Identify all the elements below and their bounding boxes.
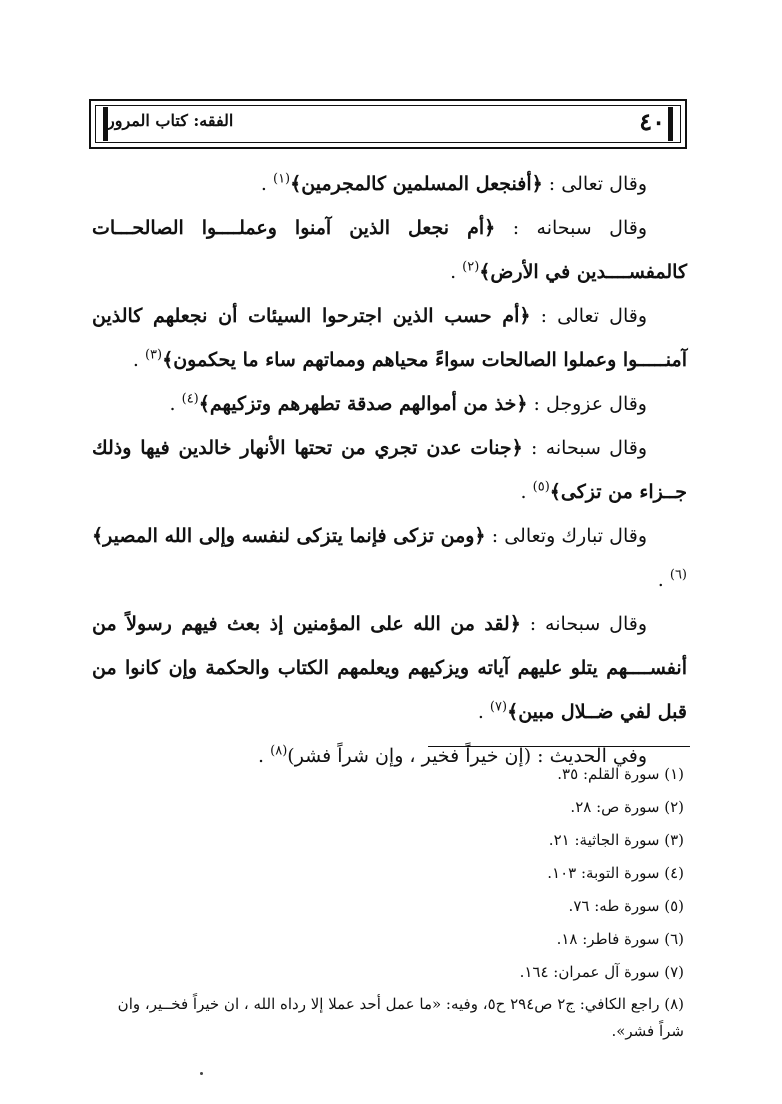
footnote-6: (٦) سورة فاطر: ١٨. [556,930,684,948]
paragraph-end: . [520,481,533,503]
footnote-ref: (٦) [669,567,687,583]
paragraph-4 [92,382,687,426]
paragraph-6 [92,514,687,602]
footnote-separator [428,746,690,747]
paragraph-end: . [260,173,273,195]
paragraph-lead: وقال تبارك وتعالى : [485,525,648,547]
footnote-ref: (٤) [181,391,199,407]
paragraph-7 [92,602,687,734]
page-header [89,99,687,149]
footnote-ref: (٢) [462,259,480,275]
hadith-text: (إن خيراً فخير ، وإن شراً فشر) [287,745,532,767]
footnote-ref: (٨) [270,743,288,759]
main-text [92,162,687,778]
footnote-8: (٨) راجع الكافي: ج٢ ص٢٩٤ ح٥، وفيه: «ما عمل أحد عملا إلا رداه الله ، ان خيراً فخــير، وان شراً فشر». [117,995,684,1040]
paragraph-2 [92,206,687,294]
quranic-quote: ﴿جنات عدن تجري من تحتها الأنهار خالدين فيها وذلك جــزاء من تزكى﴾ [92,437,687,503]
quranic-quote: ﴿لقد من الله على المؤمنين إذ بعث فيهم رسولاً من أنفســــهم يتلو عليهم آياته ويزكيهم ويعلمهم الكتاب والحكمة وإن كانوا من قبل لفي ضــلال مبين﴾ [92,613,687,723]
paragraph-lead: وقال تعالى : [542,173,647,195]
paragraph-lead: وقال تعالى : [530,305,647,327]
paragraph-end: . [477,701,490,723]
paragraph-end: . [450,261,463,283]
footnote-7: (٧) سورة آل عمران: ١٦٤. [519,963,684,981]
paragraph-lead: وقال سبحانه : [522,437,647,459]
footnotes [96,758,684,1045]
paragraph-lead: وقال عزوجل : [527,393,647,415]
footnote-1: (١) سورة القلم: ٣٥. [557,765,684,783]
paragraph-lead: وقال سبحانه : [495,217,647,239]
running-title: الفقه: كتاب المرور [107,111,234,130]
paragraph-end: . [258,745,271,767]
footnote-4: (٤) سورة التوبة: ١٠٣. [547,864,684,882]
paragraph-end: . [132,349,145,371]
paragraph-3 [92,294,687,382]
paragraph-lead: وقال سبحانه : [520,613,647,635]
footnote-ref: (١) [272,171,291,187]
paragraph-end: . [657,569,670,591]
quranic-quote: ﴿أم نجعل الذين آمنوا وعملــــوا الصالحـــات كالمفســــدين في الأرض﴾ [92,217,687,283]
footnote-5: (٥) سورة طه: ٧٦. [568,897,684,915]
page-number: ٤٠ [639,107,665,136]
paragraph-5 [92,426,687,514]
paragraph-1 [92,162,687,206]
footnote-3: (٣) سورة الجاثية: ٢١. [548,831,684,849]
footnote-ref: (٣) [144,347,163,363]
footnote-ref: (٥) [532,479,550,495]
quranic-quote: ﴿خذ من أموالهم صدقة تطهرهم وتزكيهم﴾ [198,393,528,415]
quranic-quote: ﴿ومن تزكى فإنما يتزكى لنفسه وإلى الله المصير﴾ [92,525,486,547]
paragraph-lead: وفي الحديث : [531,745,647,767]
quranic-quote: ﴿أفنجعل المسلمين كالمجرمين﴾ [290,173,543,195]
quranic-quote: ﴿أم حسب الذين اجترحوا السيئات أن نجعلهم كالذين آمنـــــوا وعملوا الصالحات سواءً محياهم ومماتهم ساء ما يحكمون﴾ [92,305,687,371]
footnote-2: (٢) سورة ص: ٢٨. [570,798,684,816]
scan-speck [200,1072,203,1075]
footnote-ref: (٧) [489,699,508,715]
paragraph-end: . [169,393,182,415]
